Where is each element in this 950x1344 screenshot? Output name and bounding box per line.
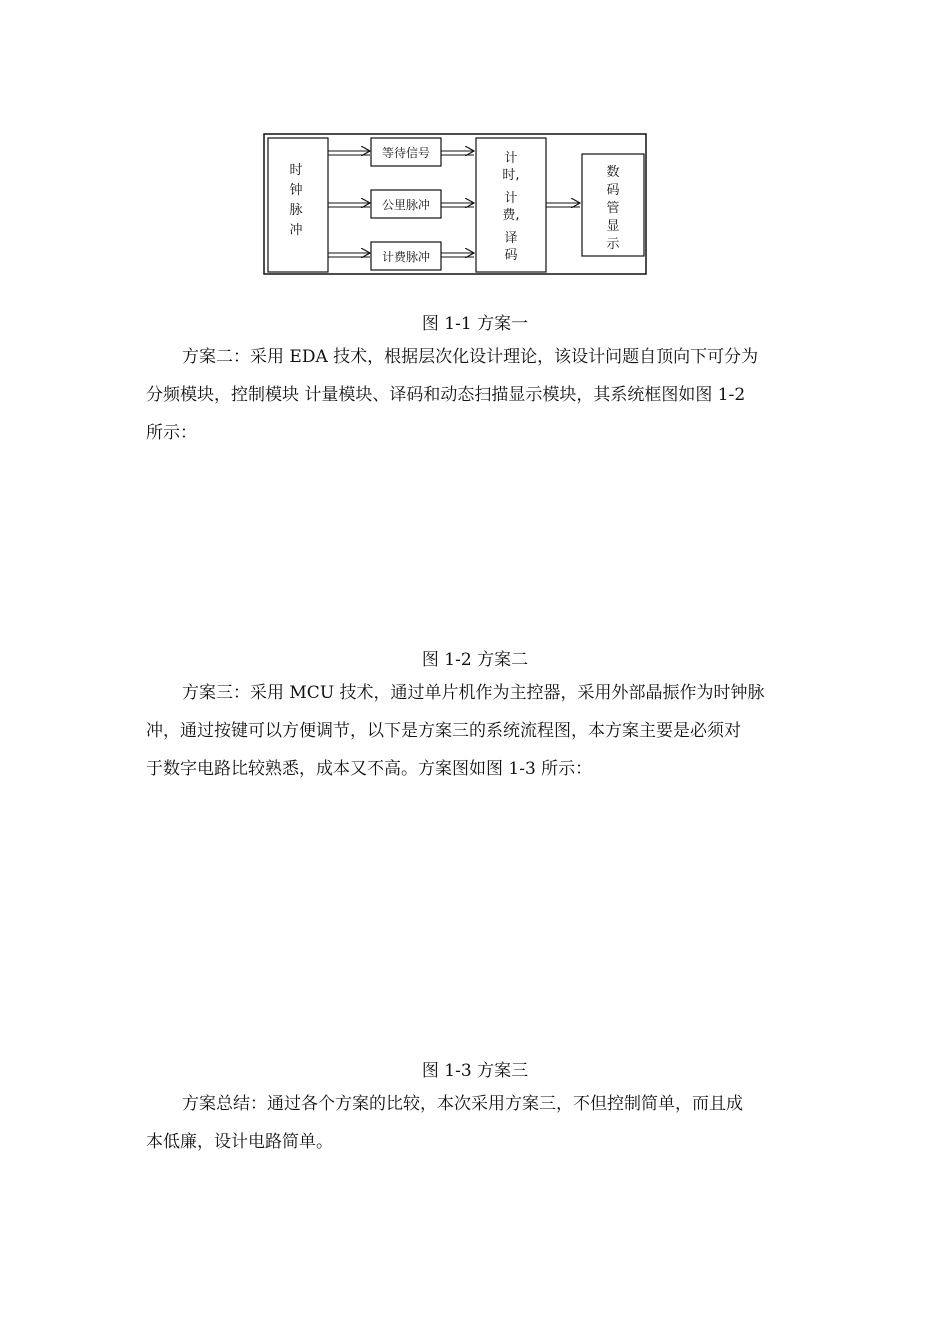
svg-text:冲: 冲 [289,223,303,238]
svg-text:计: 计 [504,151,518,166]
summary-line-1: 方案总结：通过各个方案的比较，本次采用方案三，不但控制简单，而且成 [182,1094,743,1114]
svg-text:脉: 脉 [289,203,303,218]
svg-text:显: 显 [606,219,620,234]
figure-1-1-caption: 图 1-1 方案一 [421,314,529,334]
scheme1-block-diagram [262,132,648,276]
svg-text:数: 数 [606,165,620,180]
scheme2-line-2: 分频模块，控制模块 计量模块、译码和动态扫描显示模块，其系统框图如图 1-2 [146,385,746,405]
svg-text:时,: 时, [502,168,520,183]
figure-1-3-caption: 图 1-3 方案三 [421,1061,529,1081]
svg-text:管: 管 [606,201,620,216]
timing-fee-decode-block [476,138,546,272]
svg-text:译: 译 [504,231,518,246]
svg-text:费,: 费, [502,208,520,223]
digital-display-block [582,154,644,256]
svg-text:码: 码 [504,248,518,263]
scheme3-line-1: 方案三：采用 MCU 技术，通过单片机作为主控器，采用外部晶振作为时钟脉 [182,683,765,703]
scheme3-paragraph [146,674,814,788]
svg-text:等待信号: 等待信号 [381,146,431,160]
summary-paragraph [146,1085,814,1161]
scheme2-line-3: 所示： [146,423,197,443]
summary-line-2: 本低廉，设计电路简单。 [146,1132,333,1152]
scheme2-paragraph [146,338,814,452]
svg-text:计费脉冲: 计费脉冲 [381,250,431,264]
svg-text:码: 码 [606,183,620,198]
clock-pulse-block [268,138,328,272]
svg-text:时: 时 [289,163,303,178]
scheme3-line-2: 冲，通过按键可以方便调节，以下是方案三的系统流程图，本方案主要是必须对 [146,721,741,741]
scheme2-line-1: 方案二：采用 EDA 技术，根据层次化设计理论，该设计问题自顶向下可分为 [182,347,759,367]
svg-text:公里脉冲: 公里脉冲 [381,198,431,212]
fee-pulse-block [371,242,441,270]
svg-text:示: 示 [606,237,620,252]
scheme3-line-3: 于数字电路比较熟悉，成本又不高。方案图如图 1-3 所示： [146,759,593,779]
svg-text:计: 计 [504,191,518,206]
figure-1-2-caption: 图 1-2 方案二 [421,650,529,670]
km-pulse-block [371,190,441,218]
svg-text:钟: 钟 [289,183,303,198]
wait-signal-block [371,138,441,166]
